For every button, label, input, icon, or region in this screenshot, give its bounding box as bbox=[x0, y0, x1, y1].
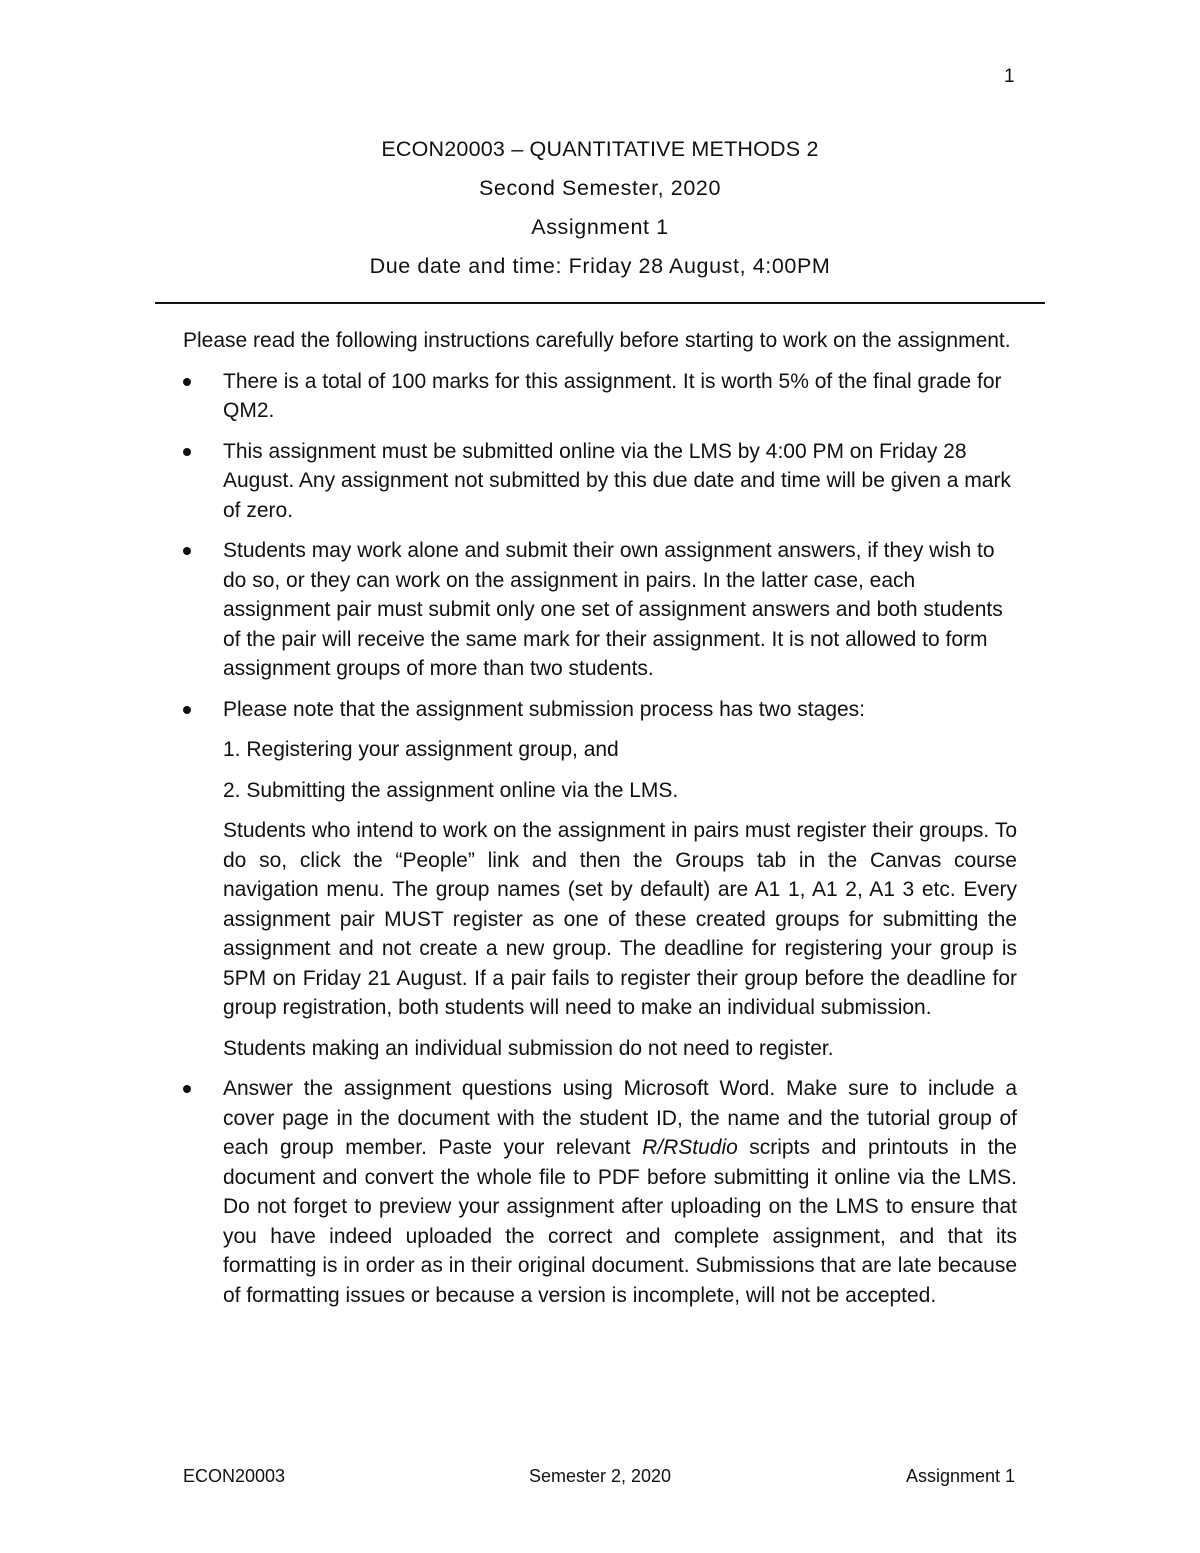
process-step-2: 2. Submitting the assignment online via the LMS. bbox=[223, 778, 679, 802]
instruction-list bbox=[183, 367, 1017, 1311]
semester-line: Second Semester, 2020 bbox=[478, 176, 722, 200]
rstudio-emphasis: R/RStudio bbox=[642, 1136, 738, 1159]
bullet-text-submission: This assignment must be submitted online via the LMS by 4:00 PM on Friday 28 August. Any assignment not submitted by this due date and time will be given a mark of zero. bbox=[223, 439, 1011, 522]
document-header bbox=[0, 130, 1200, 286]
list-item bbox=[183, 367, 1017, 426]
list-item bbox=[183, 695, 1017, 1064]
individual-submission-note: Students making an individual submission do not need to register. bbox=[223, 1036, 834, 1060]
list-item bbox=[183, 1074, 1017, 1310]
intro-paragraph: Please read the following instructions carefully before starting to work on the assignment. bbox=[183, 329, 1011, 352]
bullet-icon bbox=[183, 378, 191, 386]
footer-semester: Semester 2, 2020 bbox=[528, 1466, 672, 1486]
process-step-1: 1. Registering your assignment group, and bbox=[223, 738, 619, 761]
due-date-line: Due date and time: Friday 28 August, 4:00PM bbox=[369, 254, 831, 278]
page-number: 1 bbox=[1004, 66, 1015, 87]
header-divider bbox=[155, 302, 1045, 304]
course-title: ECON20003 – QUANTITATIVE METHODS 2 bbox=[381, 137, 819, 161]
footer-assignment: Assignment 1 bbox=[905, 1466, 1015, 1486]
bullet-icon bbox=[183, 706, 191, 714]
group-registration-paragraph: Students who intend to work on the assignment in pairs must register their groups. To do so, click the “People” link and then the Groups tab in the Canvas course navigation menu. The group names (set by default) are A1 1, A1 2, A1 3 etc. Every assignment pair MUST register as one of these created groups for submitting the assignment and not create a new group. The deadline for registering your group is 5PM on Friday 21 August. If a pair fails to register their group before the deadline for group registration, both students will need to make an individual submission. bbox=[223, 819, 1017, 1019]
bullet-text-process-lead: Please note that the assignment submission process has two stages: bbox=[223, 697, 866, 721]
list-item bbox=[183, 437, 1017, 526]
word-format-text-after: scripts and printouts in the document and convert the whole file to PDF before submitting it online via the LMS. Do not forget to preview your assignment after uploading on the LMS to ensure that you have indeed uploaded the correct and complete assignment, and that its formatting is in order as in their original document. Submissions that are late because of formatting issues or because a version is incomplete, will not be accepted. bbox=[223, 1136, 1017, 1307]
bullet-icon bbox=[183, 448, 191, 456]
bullet-text-pairs: Students may work alone and submit their own assignment answers, if they wish to do so, or they can work on the assignment in pairs. In the latter case, each assignment pair must submit only one set of assignment answers and both students of the pair will receive the same mark for their assignment. It is not allowed to form assignment groups of more than two students. bbox=[223, 539, 1003, 680]
bullet-text-word-format bbox=[223, 1074, 1017, 1310]
instructions-body bbox=[183, 326, 1017, 1321]
bullet-icon bbox=[183, 547, 191, 555]
bullet-text-marks: There is a total of 100 marks for this assignment. It is worth 5% of the final grade for QM2. bbox=[223, 369, 1002, 422]
word-format-text-before: Answer the assignment questions using Microsoft Word. Make sure to include a cover page in the document with the student ID, the name and the tutorial group of each group member. Paste your relevant bbox=[223, 1077, 1017, 1159]
list-item bbox=[183, 536, 1017, 684]
assignment-title: Assignment 1 bbox=[531, 215, 669, 239]
footer-course-code: ECON20003 bbox=[183, 1466, 286, 1486]
bullet-icon bbox=[183, 1085, 191, 1093]
